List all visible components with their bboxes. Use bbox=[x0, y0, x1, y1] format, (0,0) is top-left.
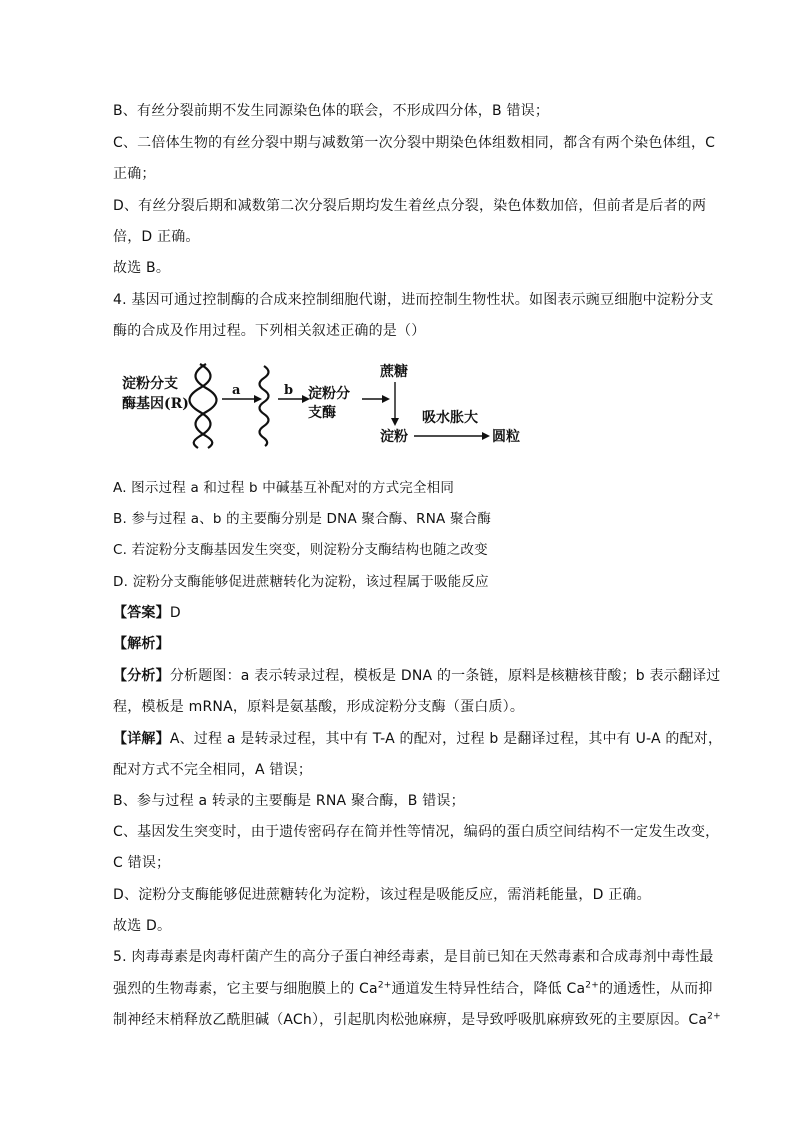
gene-expression-diagram bbox=[118, 358, 538, 450]
option-b: B. 参与过程 a、b 的主要酶分别是 DNA 聚合酶、RNA 聚合酶 bbox=[113, 511, 492, 527]
detail-line: C、基因发生突变时，由于遗传密码存在简并性等情况，编码的蛋白质空间结构不一定发生改变， bbox=[113, 824, 720, 840]
detail-line: B、参与过程 a 转录的主要酶是 RNA 聚合酶，B 错误； bbox=[113, 793, 465, 809]
analysis-tag: 【解析】 bbox=[113, 636, 170, 652]
arrow-b-label: b bbox=[284, 383, 294, 398]
detail-line: 配对方式不完全相同，A 错误； bbox=[113, 762, 313, 778]
analysis-line: 【分析】分析题图：a 表示转录过程，模板是 DNA 的一条链，原料是核糖核苷酸；b 表示翻译过 bbox=[113, 668, 721, 684]
question-4-stem: 酶的合成及作用过程。下列相关叙述正确的是（） bbox=[113, 323, 426, 339]
text-line: 故选 B。 bbox=[113, 260, 171, 276]
round-seed-label: 圆粒 bbox=[492, 429, 520, 445]
detail-line: 故选 D。 bbox=[113, 918, 172, 934]
text-line: D、有丝分裂后期和减数第二次分裂后期均发生着丝点分裂，染色体数加倍，但前者是后者的两 bbox=[113, 198, 707, 214]
detail-line: D、淀粉分支酶能够促进蔗糖转化为淀粉，该过程是吸能反应，需消耗能量，D 正确。 bbox=[113, 887, 651, 903]
detail-line: C 错误； bbox=[113, 855, 171, 871]
gene-label: 酶基因(R) bbox=[122, 396, 189, 412]
starch-label: 淀粉 bbox=[380, 429, 408, 445]
option-d: D. 淀粉分支酶能够促进蔗糖转化为淀粉，该过程属于吸能反应 bbox=[113, 574, 489, 590]
detail-line: 【详解】A、过程 a 是转录过程，其中有 T-A 的配对，过程 b 是翻译过程，其中有 U-A 的配对， bbox=[113, 731, 723, 747]
answer-value: D bbox=[169, 605, 181, 621]
question-5-stem: 强烈的生物毒素，它主要与细胞膜上的 $Ca^{2+}$通道发生特异性结合，降低 $Ca^{2+}$的通透性，从而抑 bbox=[113, 980, 713, 997]
text-line: 正确； bbox=[113, 166, 156, 182]
dna-double-helix bbox=[190, 364, 217, 448]
sucrose-label: 蔗糖 bbox=[380, 364, 408, 380]
arrow-a-label: a bbox=[232, 383, 241, 398]
text-line: 倍，D 正确。 bbox=[113, 229, 200, 245]
question-5-stem: 制神经末梢释放乙酰胆碱（ACh），引起肌肉松弛麻痹，是导致呼吸肌麻痹致死的主要原因。$Ca^{2+}$ bbox=[113, 1011, 721, 1028]
option-c: C. 若淀粉分支酶基因发生突变，则淀粉分支酶结构也随之改变 bbox=[113, 542, 488, 558]
analysis-line: 程，模板是 mRNA，原料是氨基酸，形成淀粉分支酶（蛋白质）。 bbox=[113, 699, 525, 715]
analysis-subtag: 【分析】 bbox=[113, 668, 170, 684]
option-a: A. 图示过程 a 和过程 b 中碱基互补配对的方式完全相同 bbox=[113, 480, 455, 496]
text-line: B、有丝分裂前期不发生同源染色体的联会，不形成四分体，B 错误； bbox=[113, 103, 550, 119]
answer-line bbox=[113, 603, 181, 623]
question-4-stem: 4. 基因可通过控制酶的合成来控制细胞代谢，进而控制生物性状。如图表示豌豆细胞中淀粉分支 bbox=[113, 292, 714, 308]
detail-tag: 【详解】 bbox=[113, 731, 170, 747]
text-line: C、二倍体生物的有丝分裂中期与减数第一次分裂中期染色体组数相同，都含有两个染色体组，C bbox=[113, 135, 716, 151]
gene-label: 淀粉分支 bbox=[122, 376, 178, 392]
absorb-water-label: 吸水胀大 bbox=[422, 410, 478, 426]
question-5-stem: 5. 肉毒毒素是肉毒杆菌产生的高分子蛋白神经毒素，是目前已知在天然毒素和合成毒剂中毒性最 bbox=[113, 949, 714, 965]
answer-tag: 【答案】 bbox=[113, 605, 170, 621]
mrna-strand bbox=[260, 366, 269, 446]
enzyme-label: 淀粉分 bbox=[308, 386, 350, 402]
enzyme-label: 支酶 bbox=[308, 405, 336, 421]
